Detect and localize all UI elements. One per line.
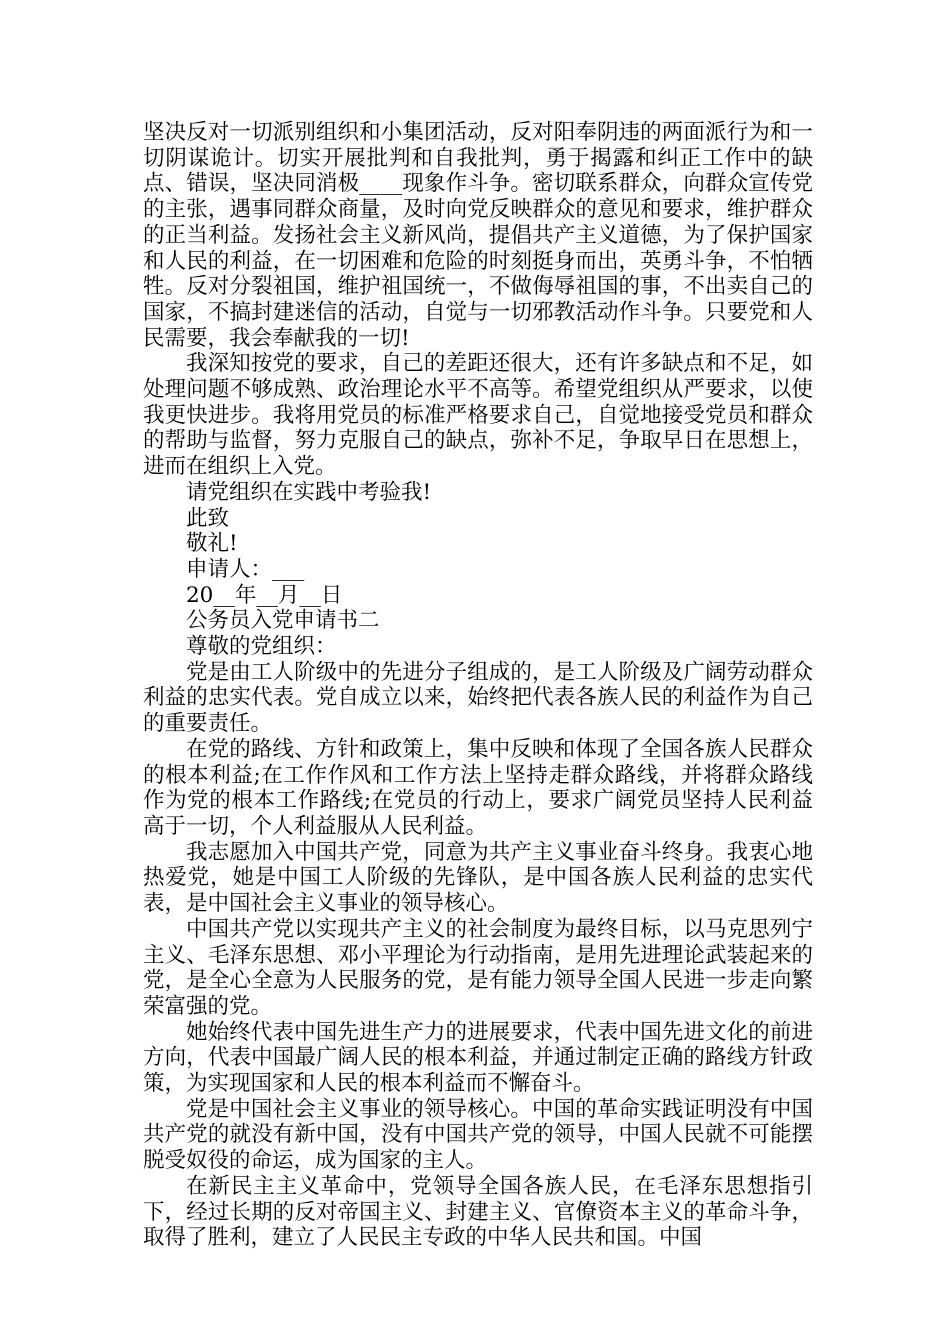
paragraph-party-line: 在党的路线、方针和政策上，集中反映和体现了全国各族人民群众的根本利益;在工作作风和工作方法上坚持走群众路线，并将群众路线作为党的根本工作路线;在党员的行动上，要求广阔党员坚持人民利益高于一切，个人利益服从人民利益。 [143,736,813,839]
applicant-line: 申请人：___ [186,556,305,582]
section-title: 公务员入党申请书二 [186,608,380,634]
paragraph-request-test: 请党组织在实践中考验我! [186,479,432,505]
paragraph-self-assessment: 我深知按党的要求，自己的差距还很大，还有许多缺点和不足，如处理问题不够成熟、政治理论水平不高等。希望党组织从严要求，以使我更快进步。我将用党员的标准严格要求自己，自觉地接受党员和群众的帮助与监督，努力克服自己的缺点，弥补不足，争取早日在思想上，进而在组织上入党。 [143,351,813,480]
paragraph-revolution: 在新民主主义革命中，党领导全国各族人民，在毛泽东思想指引下，经过长期的反对帝国主义、封建主义、官僚资本主义的革命斗争，取得了胜利，建立了人民民主专政的中华人民共和国。中国 [143,1173,813,1251]
closing-salutation: 此致 [186,505,230,531]
date-line: 20__年__月__日 [186,582,343,608]
greeting-line: 尊敬的党组织： [186,634,337,660]
paragraph-party-goal: 中国共产党以实现共产主义的社会制度为最终目标，以马克思列宁主义、毛泽东思想、邓小平理论为行动指南，是用先进理论武装起来的党，是全心全意为人民服务的党，是有能力领导全国人民进一步走向繁荣富强的党。 [143,916,813,1019]
paragraph-duties-continued: 坚决反对一切派别组织和小集团活动，反对阳奉阴违的两面派行为和一切阴谋诡计。切实开展批判和自我批判，勇于揭露和纠正工作中的缺点、错误，坚决同消极____现象作斗争。密切联系群众，向群众宣传党的主张，遇事同群众商量，及时向党反映群众的意见和要求，维护群众的正当利益。发扬社会主义新风尚，提倡共产主义道德，为了保护国家和人民的利益，在一切困难和危险的时刻挺身而出，英勇斗争，不怕牺牲。反对分裂祖国，维护祖国统一，不做侮辱祖国的事，不出卖自己的国家，不搞封建迷信的活动，自觉与一切邪教活动作斗争。只要党和人民需要，我会奉献我的一切! [143,120,813,351]
closing-regards: 敬礼! [186,531,238,557]
paragraph-leadership-core: 党是中国社会主义事业的领导核心。中国的革命实践证明没有中国共产党的就没有新中国，没有中国共产党的领导，中国人民就不可能摆脱受奴役的命运，成为国家的主人。 [143,1096,813,1174]
paragraph-party-represents: 她始终代表中国先进生产力的进展要求，代表中国先进文化的前进方向，代表中国最广阔人民的根本利益，并通过制定正确的路线方针政策，为实现国家和人民的根本利益而不懈奋斗。 [143,1019,813,1097]
document-page [143,120,813,1251]
paragraph-party-nature: 党是由工人阶级中的先进分子组成的，是工人阶级及广阔劳动群众利益的忠实代表。党自成立以来，始终把代表各族人民的利益作为自己的重要责任。 [143,659,813,737]
paragraph-volunteer: 我志愿加入中国共产党，同意为共产主义事业奋斗终身。我衷心地热爱党，她是中国工人阶级的先锋队，是中国各族人民利益的忠实代表，是中国社会主义事业的领导核心。 [143,839,813,917]
